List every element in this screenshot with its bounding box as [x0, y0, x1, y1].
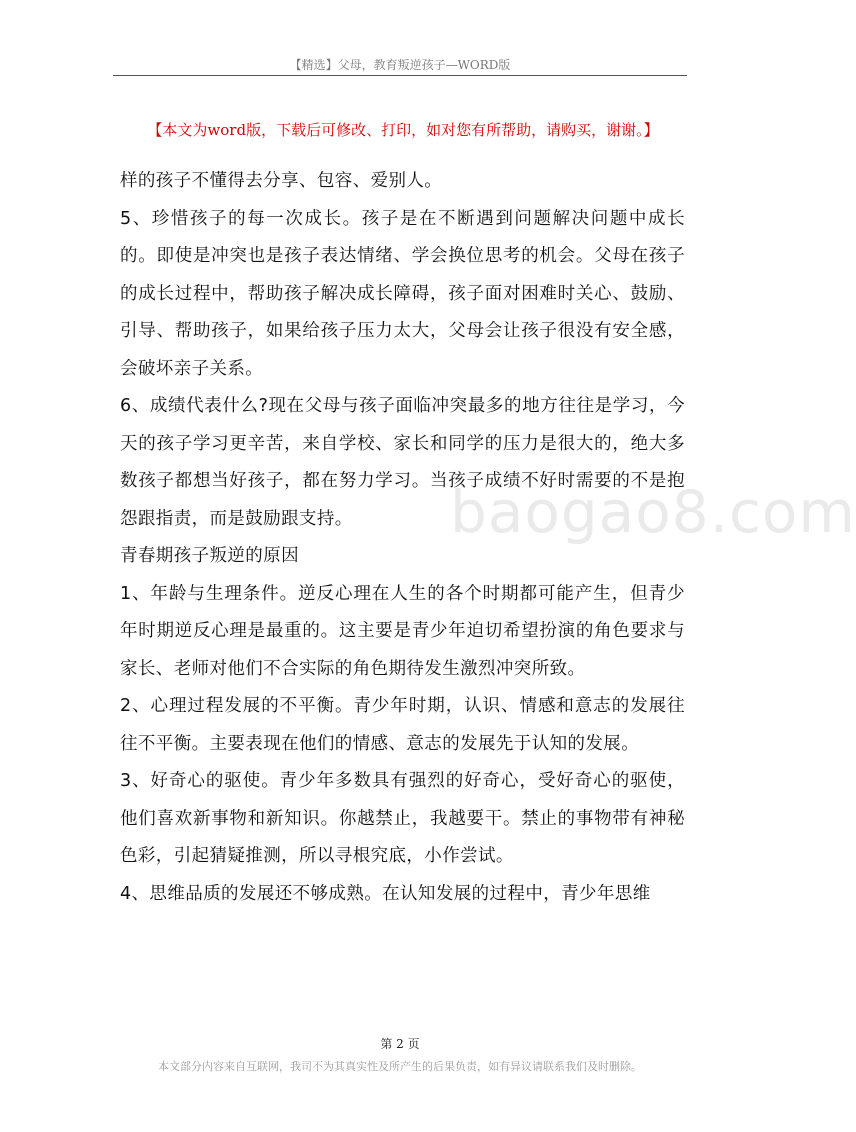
paragraph: 5、珍惜孩子的每一次成长。孩子是在不断遇到问题解决问题中成长的。即使是冲突也是孩子表达情绪、学会换位思考的机会。父母在孩子的成长过程中，帮助孩子解决成长障碍，孩子面对困难时关心、鼓励、引导、帮助孩子，如果给孩子压力太大，父母会让孩子很没有安全感，会破坏亲子关系。: [120, 208, 685, 379]
purchase-notice: 【本文为word版，下载后可修改、打印，如对您有所帮助，请购买，谢谢。】: [147, 121, 659, 139]
body-text: [120, 163, 685, 913]
section-heading: 青春期孩子叛逆的原因: [120, 546, 299, 566]
paragraph: 6、成绩代表什么?现在父母与孩子面临冲突最多的地方往往是学习，今天的孩子学习更辛苦，来自学校、家长和同学的压力是很大的，绝大多数孩子都想当好孩子，都在努力学习。当孩子成绩不好时需要的不是抱怨跟指责，而是鼓励跟支持。: [120, 396, 685, 529]
paragraph: 样的孩子不懂得去分享、包容、爱别人。: [120, 171, 443, 191]
paragraph: 1、年龄与生理条件。逆反心理在人生的各个时期都可能产生，但青少年时期逆反心理是最重的。这主要是青少年迫切希望扮演的角色要求与家长、老师对他们不合实际的角色期待发生激烈冲突所致。: [120, 583, 685, 679]
header-title: 【精选】父母，教育叛逆孩子—WORD版: [289, 58, 511, 72]
footer-disclaimer: 本文部分内容来自互联网，我司不为其真实性及所产生的后果负责，如有异议请联系我们及时删除。: [158, 1060, 642, 1073]
page-number: 第 2 页: [380, 1037, 420, 1051]
paragraph: 3、好奇心的驱使。青少年多数具有强烈的好奇心，受好奇心的驱使，他们喜欢新事物和新知识。你越禁止，我越要干。禁止的事物带有神秘色彩，引起猜疑推测，所以寻根究底，小作尝试。: [120, 771, 685, 866]
paragraph: 4、思维品质的发展还不够成熟。在认知发展的过程中，青少年思维: [120, 883, 651, 904]
paragraph: 2、心理过程发展的不平衡。青少年时期，认识、情感和意志的发展往往不平衡。主要表现在他们的情感、意志的发展先于认知的发展。: [120, 696, 685, 754]
watermark: baogao8.com: [450, 478, 856, 546]
header-divider: [113, 75, 687, 76]
